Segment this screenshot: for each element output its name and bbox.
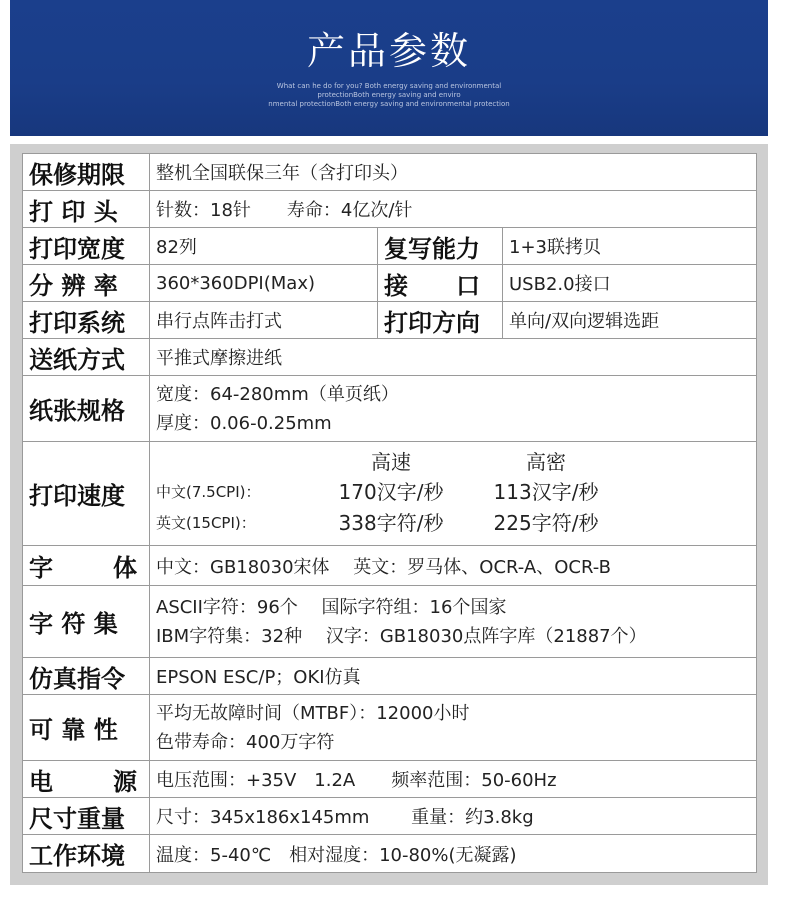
power-value: 电压范围：+35V 1.2A 频率范围：50-60Hz <box>150 761 757 798</box>
banner-subtitle-line-1: What can he do for you? Both energy saving and environmental <box>276 82 502 90</box>
paper-spec-label: 纸张规格 <box>23 376 150 442</box>
table-row <box>23 546 757 586</box>
emulation-label: 仿真指令 <box>23 658 150 695</box>
copy-capability-value: 1+3联拷贝 <box>503 228 757 265</box>
table-row <box>23 835 757 873</box>
print-width-label: 打印宽度 <box>23 228 150 265</box>
table-row <box>23 265 757 302</box>
header-banner <box>10 0 768 136</box>
table-row <box>23 228 757 265</box>
speed-header-dense: 高密 <box>526 450 566 474</box>
size-weight-label: 尺寸重量 <box>23 798 150 835</box>
speed-english-dense: 225字符/秒 <box>493 511 599 535</box>
charset-label: 字 符 集 <box>23 586 150 658</box>
environment-value: 温度：5-40℃ 相对湿度：10-80%(无凝露) <box>150 835 757 873</box>
interface-value: USB2.0接口 <box>503 265 757 302</box>
charset-line-1: ASCII字符：96个 国际字符组：16个国家 <box>156 596 507 618</box>
charset-value <box>150 586 757 658</box>
power-label-char-2: 源 <box>113 767 137 796</box>
print-speed-value <box>150 442 757 546</box>
paper-spec-value <box>150 376 757 442</box>
table-row <box>23 761 757 798</box>
banner-subtitle-line-3: nmental protectionBoth energy saving and environmental protection <box>268 100 510 108</box>
mtbf: 平均无故障时间（MTBF）：12000小时 <box>156 702 470 724</box>
print-system-label: 打印系统 <box>23 302 150 339</box>
table-row <box>23 191 757 228</box>
table-row <box>23 798 757 835</box>
speed-chinese-label: 中文(7.5CPI)： <box>156 483 261 501</box>
speed-header-high: 高速 <box>371 450 411 474</box>
print-speed-label: 打印速度 <box>23 442 150 546</box>
interface-label: 接 口 <box>378 265 503 302</box>
speed-chinese-high: 170汉字/秒 <box>338 480 444 504</box>
table-row <box>23 302 757 339</box>
environment-label: 工作环境 <box>23 835 150 873</box>
resolution-value: 360*360DPI(Max) <box>150 265 378 302</box>
paper-feed-label: 送纸方式 <box>23 339 150 376</box>
copy-capability-label: 复写能力 <box>378 228 503 265</box>
font-label-char-2: 体 <box>113 554 137 582</box>
speed-english-label: 英文(15CPI)： <box>156 514 256 532</box>
head-life: 寿命：4亿次/针 <box>286 200 413 221</box>
power-label-char-1: 电 <box>29 767 53 796</box>
table-row <box>23 695 757 761</box>
paper-width: 宽度：64-280mm（单页纸） <box>156 383 399 405</box>
table-row <box>23 376 757 442</box>
table-row <box>23 658 757 695</box>
print-head-label: 打 印 头 <box>23 191 150 228</box>
print-width-value: 82列 <box>150 228 378 265</box>
page-title: 产品参数 <box>306 29 471 73</box>
table-row <box>23 154 757 191</box>
speed-chinese-dense: 113汉字/秒 <box>493 480 599 504</box>
reliability-label: 可 靠 性 <box>23 695 150 761</box>
size-weight-value: 尺寸：345x186x145mm 重量：约3.8kg <box>150 798 757 835</box>
paper-thickness: 厚度：0.06-0.25mm <box>156 412 332 434</box>
speed-english-high: 338字符/秒 <box>338 511 444 535</box>
font-value: 中文：GB18030宋体 英文：罗马体、OCR-A、OCR-B <box>150 546 757 586</box>
paper-feed-value: 平推式摩擦进纸 <box>150 339 757 376</box>
emulation-value: EPSON ESC/P；OKI仿真 <box>150 658 757 695</box>
table-row <box>23 339 757 376</box>
banner-subtitle-line-2: protectionBoth energy saving and enviro <box>317 91 461 99</box>
table-row <box>23 586 757 658</box>
print-direction-label: 打印方向 <box>378 302 503 339</box>
font-label <box>23 546 150 586</box>
warranty-value: 整机全国联保三年（含打印头） <box>150 154 757 191</box>
resolution-label: 分 辨 率 <box>23 265 150 302</box>
print-direction-value: 单向/双向逻辑选距 <box>503 302 757 339</box>
ribbon-life: 色带寿命：400万字符 <box>156 731 335 753</box>
print-head-value <box>150 191 757 228</box>
warranty-label: 保修期限 <box>23 154 150 191</box>
pin-count: 针数：18针 <box>156 200 251 221</box>
spec-table <box>22 153 757 873</box>
print-system-value: 串行点阵击打式 <box>150 302 378 339</box>
table-row <box>23 442 757 546</box>
banner-subtitle <box>10 82 768 109</box>
charset-line-2: IBM字符集：32种 汉字：GB18030点阵字库（21887个） <box>156 625 647 647</box>
font-label-char-1: 字 <box>29 554 53 582</box>
power-label <box>23 761 150 798</box>
reliability-value <box>150 695 757 761</box>
